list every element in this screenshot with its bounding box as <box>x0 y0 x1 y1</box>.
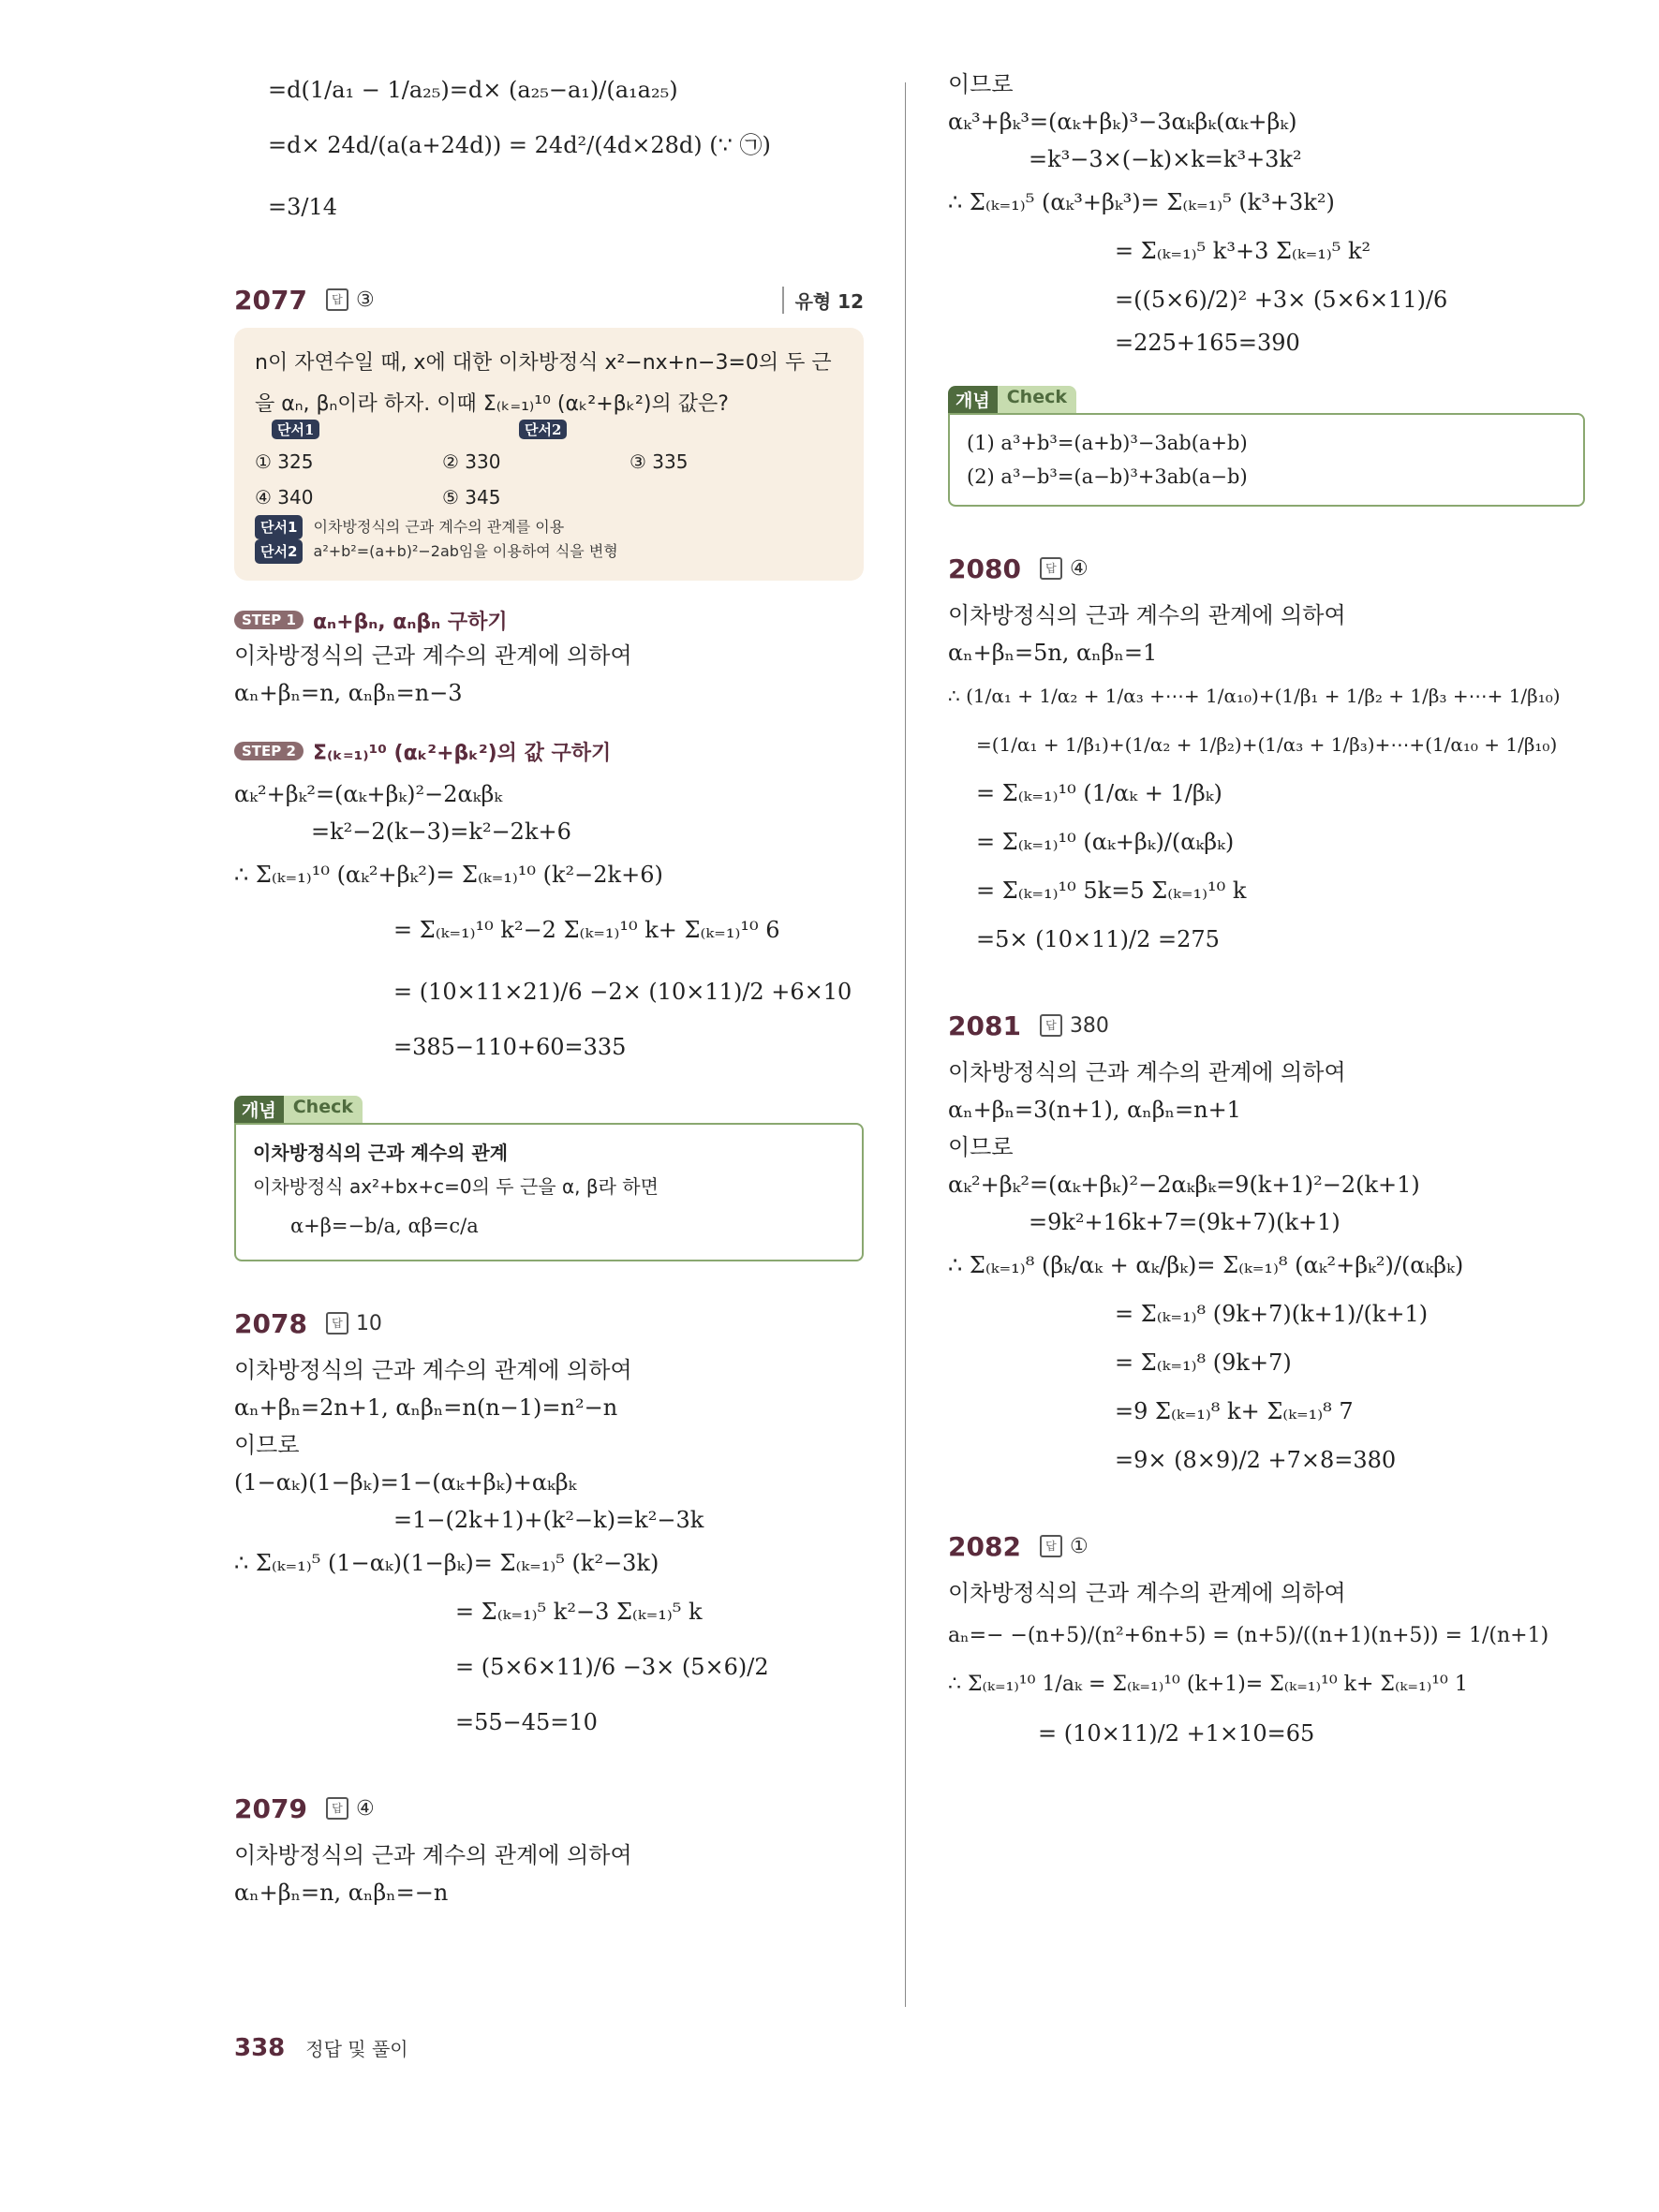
p2081-line-9: =9 Σ₍ₖ₌₁₎⁸ k+ Σ₍ₖ₌₁₎⁸ 7 <box>1115 1398 1354 1424</box>
problem-number: 2079 <box>234 1792 307 1824</box>
cont-line-7: =225+165=390 <box>1115 330 1300 356</box>
column-divider <box>905 82 906 2007</box>
step-1-header <box>234 603 864 637</box>
p2080-line-8: =5× (10×11)/2 =275 <box>976 926 1220 952</box>
p2082-line-2: aₙ=− −(n+5)/(n²+6n+5) = (n+5)/((n+1)(n+5)) = 1/(n+1) <box>948 1624 1549 1647</box>
step-title: αₙ+βₙ, αₙβₙ 구하기 <box>312 610 508 634</box>
answer-value: ① <box>1069 1534 1089 1558</box>
p2082-line-3: ∴ Σ₍ₖ₌₁₎¹⁰ 1/aₖ = Σ₍ₖ₌₁₎¹⁰ (k+1)= Σ₍ₖ₌₁₎¹⁰ k+ Σ₍ₖ₌₁₎¹⁰ 1 <box>948 1673 1468 1696</box>
p2081-line-1: 이차방정식의 근과 계수의 관계에 의하여 <box>948 1059 1346 1085</box>
question-line-2: 을 αₙ, βₙ이라 하자. 이때 Σ₍ₖ₌₁₎¹⁰ (αₖ²+βₖ²)의 값은? <box>255 392 729 416</box>
cont-line-3: =k³−3×(−k)×k=k³+3k² <box>1029 146 1302 172</box>
hint-tag-1: 단서1 <box>272 420 319 439</box>
cont-line-2: αₖ³+βₖ³=(αₖ+βₖ)³−3αₖβₖ(αₖ+βₖ) <box>948 109 1297 135</box>
problem-2077-header <box>234 281 864 318</box>
p2081-line-8: = Σ₍ₖ₌₁₎⁸ (9k+7) <box>1115 1349 1292 1376</box>
answer-icon: 답 <box>326 1312 348 1335</box>
answer-badge <box>1040 557 1089 581</box>
question-box <box>234 328 864 581</box>
p2078-line-6: ∴ Σ₍ₖ₌₁₎⁵ (1−αₖ)(1−βₖ)= Σ₍ₖ₌₁₎⁵ (k²−3k) <box>234 1550 659 1576</box>
problem-number: 2080 <box>948 553 1021 584</box>
p2078-line-4: (1−αₖ)(1−βₖ)=1−(αₖ+βₖ)+αₖβₖ <box>234 1469 577 1496</box>
p2080-line-4: =(1/α₁ + 1/β₁)+(1/α₂ + 1/β₂)+(1/α₃ + 1/β₃)+⋯+(1/α₁₀ + 1/β₁₀) <box>976 733 1558 756</box>
type-tag: 유형 12 <box>782 287 864 314</box>
step1-line-1: 이차방정식의 근과 계수의 관계에 의하여 <box>234 642 632 669</box>
step2-line-1: αₖ²+βₖ²=(αₖ+βₖ)²−2αₖβₖ <box>234 781 503 807</box>
hint-badge-1: 단서1 <box>255 515 303 539</box>
p2082-line-4: = (10×11)/2 +1×10=65 <box>1038 1720 1315 1747</box>
step2-line-6: =385−110+60=335 <box>393 1034 627 1060</box>
p2081-line-4: αₖ²+βₖ²=(αₖ+βₖ)²−2αₖβₖ=9(k+1)²−2(k+1) <box>948 1172 1420 1198</box>
answer-value: ④ <box>1069 556 1089 581</box>
answer-icon: 답 <box>1040 1535 1062 1557</box>
cont-line-4: ∴ Σ₍ₖ₌₁₎⁵ (αₖ³+βₖ³)= Σ₍ₖ₌₁₎⁵ (k³+3k²) <box>948 189 1335 215</box>
p2081-line-7: = Σ₍ₖ₌₁₎⁸ (9k+7)(k+1)/(k+1) <box>1115 1301 1429 1327</box>
p2078-line-5: =1−(2k+1)+(k²−k)=k²−3k <box>393 1507 704 1533</box>
check-box <box>234 1123 864 1261</box>
problem-2079-header <box>234 1790 864 1827</box>
step2-line-5: = (10×11×21)/6 −2× (10×11)/2 +6×10 <box>393 979 852 1005</box>
p2081-line-10: =9× (8×9)/2 +7×8=380 <box>1115 1447 1397 1473</box>
option-1: ① 325 <box>255 450 314 473</box>
step1-line-2: αₙ+βₙ=n, αₙβₙ=n−3 <box>234 680 463 706</box>
cont-line-1: 이므로 <box>948 71 1014 97</box>
answer-icon: 답 <box>1040 1014 1062 1037</box>
answer-value: ③ <box>355 288 375 312</box>
p2078-line-3: 이므로 <box>234 1432 300 1458</box>
hint-tag-2: 단서2 <box>519 420 567 439</box>
intro-line-1: =d(1/a₁ − 1/a₂₅)=d× (a₂₅−a₁)/(a₁a₂₅) <box>268 77 678 103</box>
check-tab <box>234 1096 363 1123</box>
concept-check <box>234 1096 864 1261</box>
step2-line-2: =k²−2(k−3)=k²−2k+6 <box>311 818 571 845</box>
answer-badge <box>326 1797 375 1821</box>
p2080-line-6: = Σ₍ₖ₌₁₎¹⁰ (αₖ+βₖ)/(αₖβₖ) <box>976 829 1235 855</box>
step-badge: STEP 2 <box>234 742 304 760</box>
step-title: Σ₍ₖ₌₁₎¹⁰ (αₖ²+βₖ²)의 값 구하기 <box>312 741 612 765</box>
p2079-line-2: αₙ+βₙ=n, αₙβₙ=−n <box>234 1880 449 1906</box>
problem-number: 2081 <box>948 1010 1021 1041</box>
options <box>255 444 843 515</box>
answer-value: 380 <box>1069 1013 1109 1038</box>
check-line: 이차방정식 ax²+bx+c=0의 두 근을 α, β라 하면 <box>253 1175 659 1198</box>
hint-text-2: a²+b²=(a+b)²−2ab임을 이용하여 식을 변형 <box>313 542 618 560</box>
answer-badge <box>326 288 375 312</box>
answer-value: 10 <box>355 1311 382 1335</box>
p2079-line-1: 이차방정식의 근과 계수의 관계에 의하여 <box>234 1842 632 1868</box>
answer-badge <box>1040 1014 1109 1038</box>
p2080-line-3: ∴ (1/α₁ + 1/α₂ + 1/α₃ +⋯+ 1/α₁₀)+(1/β₁ + 1/β₂ + 1/β₃ +⋯+ 1/β₁₀) <box>948 685 1561 707</box>
answer-icon: 답 <box>326 1797 348 1820</box>
problem-2078-header <box>234 1305 864 1342</box>
check-line-2: (2) a³−b³=(a−b)³+3ab(a−b) <box>967 465 1248 488</box>
step-badge: STEP 1 <box>234 611 304 629</box>
cont-line-6: =((5×6)/2)² +3× (5×6×11)/6 <box>1115 287 1448 313</box>
p2081-line-3: 이므로 <box>948 1134 1014 1160</box>
right-column <box>948 66 1585 1758</box>
intro-line-3: =3/14 <box>268 194 338 220</box>
answer-badge <box>326 1312 382 1335</box>
p2078-line-2: αₙ+βₙ=2n+1, αₙβₙ=n(n−1)=n²−n <box>234 1394 618 1421</box>
p2078-line-7: = Σ₍ₖ₌₁₎⁵ k²−3 Σ₍ₖ₌₁₎⁵ k <box>455 1599 703 1625</box>
p2082-line-1: 이차방정식의 근과 계수의 관계에 의하여 <box>948 1580 1346 1606</box>
check-box <box>948 413 1585 507</box>
option-5: ⑤ 345 <box>442 486 501 509</box>
option-4: ④ 340 <box>255 486 314 509</box>
step2-line-3: ∴ Σ₍ₖ₌₁₎¹⁰ (αₖ²+βₖ²)= Σ₍ₖ₌₁₎¹⁰ (k²−2k+6) <box>234 862 663 888</box>
p2080-line-5: = Σ₍ₖ₌₁₎¹⁰ (1/αₖ + 1/βₖ) <box>976 780 1222 806</box>
left-column <box>234 66 864 1911</box>
check-tab <box>948 386 1076 413</box>
hint-2 <box>255 539 843 564</box>
page-footer <box>234 2034 408 2062</box>
step-2-header <box>234 734 864 768</box>
p2080-line-1: 이차방정식의 근과 계수의 관계에 의하여 <box>948 602 1346 628</box>
check-line-1: (1) a³+b³=(a+b)³−3ab(a+b) <box>967 432 1248 454</box>
problem-number: 2082 <box>948 1530 1021 1562</box>
concept-check-2 <box>948 386 1585 507</box>
p2078-line-8: = (5×6×11)/6 −3× (5×6)/2 <box>455 1654 769 1680</box>
check-tab-word: Check <box>284 1096 363 1123</box>
cont-line-5: = Σ₍ₖ₌₁₎⁵ k³+3 Σ₍ₖ₌₁₎⁵ k² <box>1115 238 1371 264</box>
option-3: ③ 335 <box>630 450 689 473</box>
problem-2080-header <box>948 550 1585 587</box>
check-tab-word: Check <box>998 386 1076 413</box>
check-formula: α+β=−b/a, αβ=c/a <box>290 1215 479 1237</box>
answer-value: ④ <box>355 1796 375 1821</box>
page-label: 정답 및 풀이 <box>305 2038 408 2060</box>
intro-line-2: =d× 24d/(a(a+24d)) = 24d²/(4d×28d) (∵ ㉠) <box>268 132 771 158</box>
p2081-line-2: αₙ+βₙ=3(n+1), αₙβₙ=n+1 <box>948 1097 1241 1123</box>
check-tab-label: 개념 <box>948 386 998 413</box>
hint-tag-row <box>255 421 843 444</box>
p2080-line-7: = Σ₍ₖ₌₁₎¹⁰ 5k=5 Σ₍ₖ₌₁₎¹⁰ k <box>976 877 1247 904</box>
problem-number: 2077 <box>234 284 307 316</box>
p2078-line-9: =55−45=10 <box>455 1709 598 1735</box>
problem-2082-header <box>948 1527 1585 1565</box>
answer-icon: 답 <box>1040 557 1062 580</box>
answer-badge <box>1040 1535 1089 1558</box>
hint-1 <box>255 515 843 539</box>
p2080-line-2: αₙ+βₙ=5n, αₙβₙ=1 <box>948 640 1158 666</box>
p2078-line-1: 이차방정식의 근과 계수의 관계에 의하여 <box>234 1357 632 1383</box>
step2-line-4: = Σ₍ₖ₌₁₎¹⁰ k²−2 Σ₍ₖ₌₁₎¹⁰ k+ Σ₍ₖ₌₁₎¹⁰ 6 <box>393 917 780 943</box>
question-line-1: n이 자연수일 때, x에 대한 이차방정식 x²−nx+n−3=0의 두 근 <box>255 351 832 375</box>
option-2: ② 330 <box>442 450 501 473</box>
hint-text-1: 이차방정식의 근과 계수의 관계를 이용 <box>313 518 565 536</box>
hint-badge-2: 단서2 <box>255 539 303 564</box>
check-tab-label: 개념 <box>234 1096 284 1123</box>
page-number: 338 <box>234 2034 286 2062</box>
p2081-line-6: ∴ Σ₍ₖ₌₁₎⁸ (βₖ/αₖ + αₖ/βₖ)= Σ₍ₖ₌₁₎⁸ (αₖ²+βₖ²)/(αₖβₖ) <box>948 1252 1464 1278</box>
problem-number: 2078 <box>234 1307 307 1339</box>
p2081-line-5: =9k²+16k+7=(9k+7)(k+1) <box>1029 1209 1341 1235</box>
answer-icon: 답 <box>326 288 348 311</box>
check-title: 이차방정식의 근과 계수의 관계 <box>253 1142 509 1164</box>
problem-2081-header <box>948 1007 1585 1044</box>
